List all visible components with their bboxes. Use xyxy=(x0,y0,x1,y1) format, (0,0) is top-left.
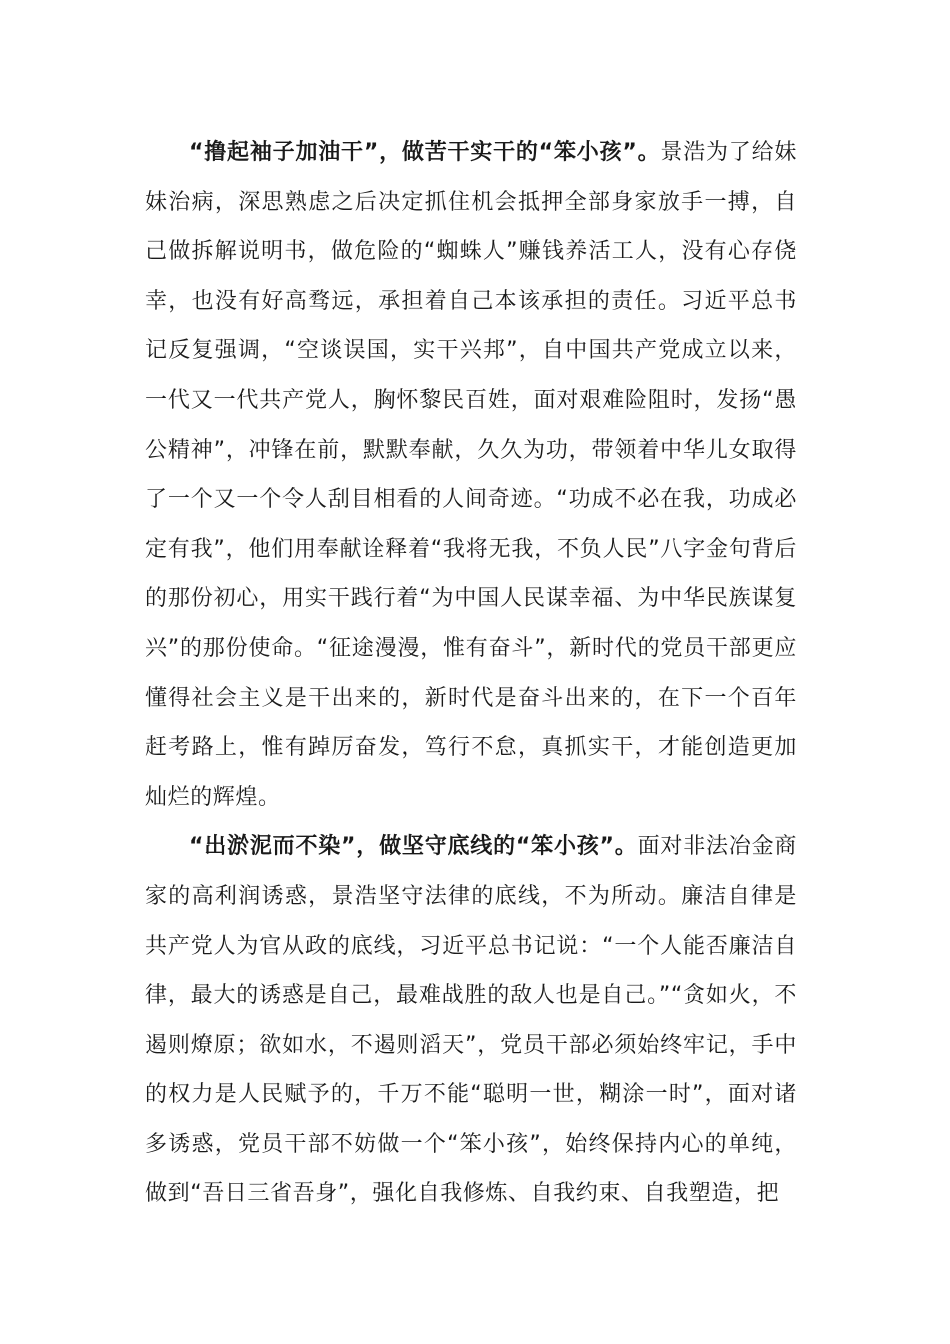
paragraph-heading: “出淤泥而不染”，做坚守底线的“笨小孩”。 xyxy=(189,834,638,860)
paragraph-text: 景浩为了给妹妹治病，深思熟虑之后决定抓住机会抵押全部身家放手一搏，自己做拆解说明书，做危险的“蜘蛛人”赚钱养活工人，没有心存侥幸，也没有好高骛远，承担着自己本该承担的责任。习近平总书记反复强调，“空谈误国，实干兴邦”，自中国共产党成立以来，一代又一代共产党人，胸怀黎民百姓，面对艰难险阻时，发扬“愚公精神”，冲锋在前，默默奉献，久久为功，带领着中华儿女取得了一个又一个令人刮目相看的人间奇迹。“功成不必在我，功成必定有我”，他们用奉献诠释着“我将无我，不负人民”八字金句背后的那份初心，用实干践行着“为中国人民谋幸福、为中华民族谋复兴”的那份使命。“征途漫漫，惟有奋斗”，新时代的党员干部更应懂得社会主义是干出来的，新时代是奋斗出来的，在下一个百年赶考路上，惟有踔厉奋发，笃行不怠，真抓实干，才能创造更加灿烂的辉煌。 xyxy=(145,140,797,810)
paragraph-hard-work xyxy=(145,128,797,822)
document-body xyxy=(145,128,797,1219)
paragraph-integrity xyxy=(145,822,797,1219)
paragraph-heading: “撸起袖子加油干”，做苦干实干的“笨小孩”。 xyxy=(189,140,661,165)
paragraph-text: 面对非法冶金商家的高利润诱惑，景浩坚守法律的底线，不为所动。廉洁自律是共产党人为官从政的底线，习近平总书记说：“一个人能否廉洁自律，最大的诱惑是自己，最难战胜的敌人也是自己。”“贪如火，不遏则燎原；欲如水，不遏则滔天”，党员干部必须始终牢记，手中的权力是人民赋予的，千万不能“聪明一世，糊涂一时”，面对诸多诱惑，党员干部不妨做一个“笨小孩”，始终保持内心的单纯，做到“吾日三省吾身”，强化自我修炼、自我约束、自我塑造，把 xyxy=(145,834,798,1207)
